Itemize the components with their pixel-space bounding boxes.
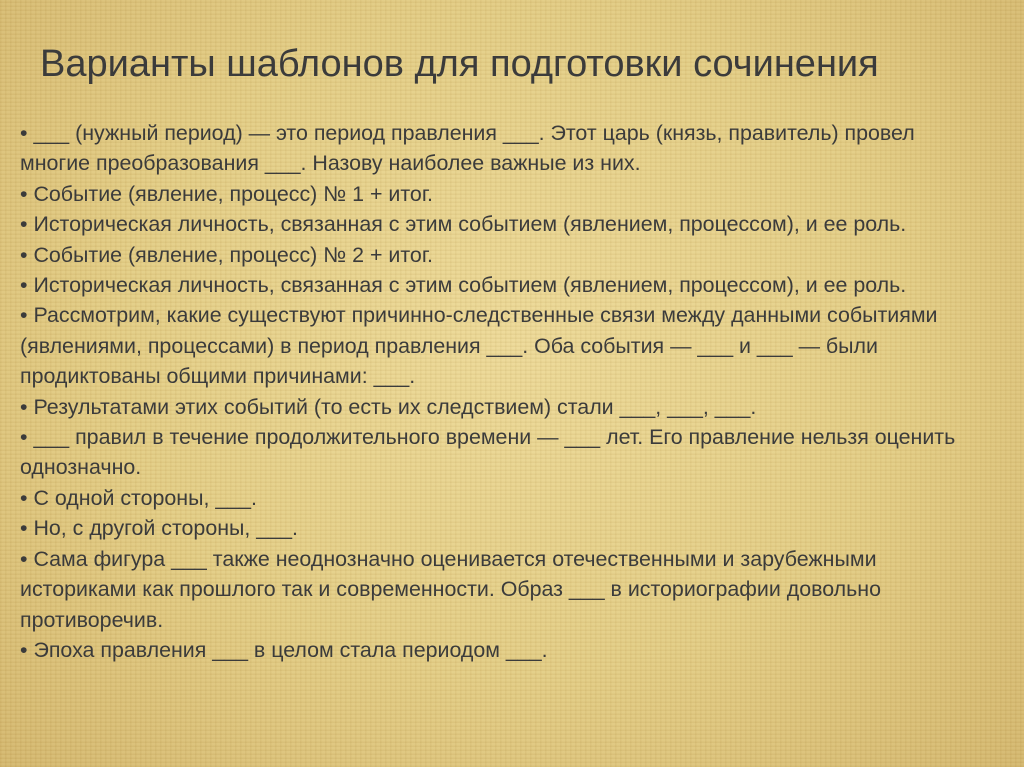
list-item-text: Событие (явление, процесс) № 2 + итог. bbox=[33, 242, 433, 267]
list-item bbox=[20, 209, 990, 239]
list-item-text: Но, с другой стороны, ___. bbox=[33, 516, 298, 541]
list-item-text: Эпоха правления ___ в целом стала периодом ___. bbox=[33, 637, 548, 662]
list-item-text: Сама фигура ___ также неоднозначно оценивается отечественными и зарубежными историками как прошлого так и современности. Образ ___ в историографии довольно противоречив. bbox=[20, 546, 881, 632]
list-item-text: Историческая личность, связанная с этим событием (явлением, процессом), и ее роль. bbox=[33, 273, 907, 298]
list-item bbox=[20, 270, 990, 300]
bullet: • bbox=[20, 485, 28, 510]
list-item-text: С одной стороны, ___. bbox=[33, 485, 257, 510]
list-item bbox=[20, 513, 990, 543]
list-item bbox=[20, 300, 990, 391]
bullet: • bbox=[20, 516, 28, 541]
bullet: • bbox=[20, 273, 28, 298]
list-item-text: ___ (нужный период) — это период правления ___. Этот царь (князь, правитель) провел многие преобразования ___. Назову наиболее важные из них. bbox=[20, 121, 915, 176]
list-item-text: Рассмотрим, какие существуют причинно-следственные связи между данными событиями (явлениями, процессами) в период правления ___. Оба события — ___ и ___ — были продиктованы общими причинами: ___. bbox=[20, 303, 938, 389]
bullet: • bbox=[20, 181, 28, 206]
list-item bbox=[20, 240, 990, 270]
list-item-text: ___ правил в течение продолжительного времени — ___ лет. Его правление нельзя оценить однозначно. bbox=[20, 425, 956, 480]
list-item-text: Историческая личность, связанная с этим событием (явлением, процессом), и ее роль. bbox=[33, 212, 907, 237]
bullet: • bbox=[20, 212, 28, 237]
list-item bbox=[20, 635, 990, 665]
slide-title: Варианты шаблонов для подготовки сочинения bbox=[40, 43, 879, 85]
bullet: • bbox=[20, 546, 28, 571]
bullet: • bbox=[20, 242, 28, 267]
bullet: • bbox=[20, 121, 28, 145]
list-item bbox=[20, 392, 990, 422]
list-item bbox=[20, 483, 990, 513]
bullet: • bbox=[20, 637, 28, 662]
list-item bbox=[20, 118, 990, 179]
list-item bbox=[20, 544, 990, 635]
template-list bbox=[20, 118, 990, 665]
list-item bbox=[20, 179, 990, 209]
bullet: • bbox=[20, 394, 28, 419]
list-item bbox=[20, 422, 990, 483]
list-item-text: Событие (явление, процесс) № 1 + итог. bbox=[33, 181, 433, 206]
bullet: • bbox=[20, 425, 28, 450]
list-item-text: Результатами этих событий (то есть их следствием) стали ___, ___, ___. bbox=[33, 394, 757, 419]
bullet: • bbox=[20, 303, 28, 328]
